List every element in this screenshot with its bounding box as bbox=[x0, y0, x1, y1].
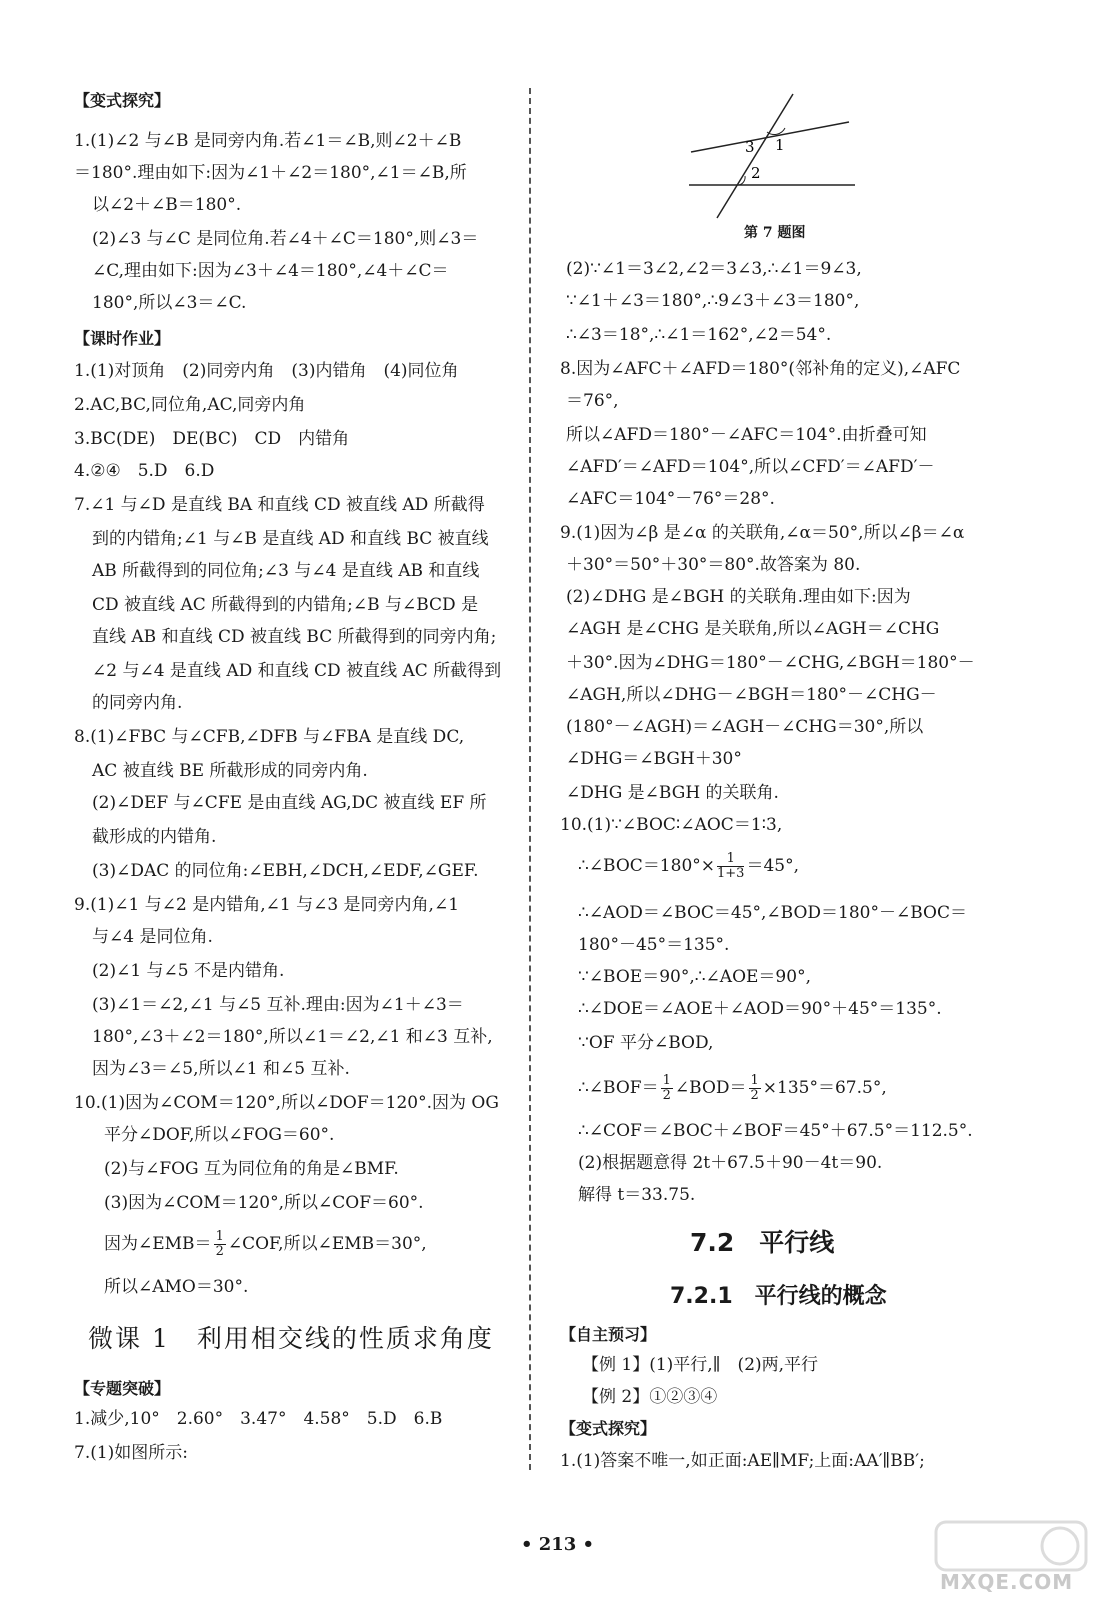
answer-line: 截形成的内错角. bbox=[92, 827, 217, 847]
answer-line: 【例 2】①②③④ bbox=[582, 1387, 718, 1407]
answer-line: ＝180°.理由如下:因为∠1＋∠2＝180°,∠1＝∠B,所 bbox=[74, 163, 467, 183]
page-number: • 213 • bbox=[520, 1534, 595, 1555]
answer-line: AC 被直线 BE 所截形成的同旁内角. bbox=[92, 761, 368, 781]
answer-line: (180°－∠AGH)＝∠AGH－∠CHG＝30°,所以 bbox=[566, 717, 924, 737]
answer-line: ∠AGH,所以∠DHG－∠BGH＝180°－∠CHG－ bbox=[566, 685, 937, 705]
answer-line: 直线 AB 和直线 CD 被直线 BC 所截得到的同旁内角; bbox=[92, 627, 497, 647]
answer-line: 以∠2＋∠B＝180°. bbox=[92, 195, 242, 215]
answer-line-with-fraction bbox=[104, 1230, 427, 1259]
answer-line: ＝76°, bbox=[566, 391, 619, 411]
answer-line: ∠2 与∠4 是直线 AD 和直线 CD 被直线 AC 所截得到 bbox=[92, 661, 502, 681]
answer-line: 1.(1)∠2 与∠B 是同旁内角.若∠1＝∠B,则∠2＋∠B bbox=[74, 131, 462, 151]
heading-topic-breakthrough: 【专题突破】 bbox=[74, 1379, 171, 1398]
angle-label-3: 3 bbox=[745, 138, 755, 156]
answer-line: 1.(1)对顶角 (2)同旁内角 (3)内错角 (4)同位角 bbox=[74, 361, 459, 381]
answer-line: 所以∠AMO＝30°. bbox=[104, 1277, 249, 1297]
answer-line: ∠AGH 是∠CHG 是关联角,所以∠AGH＝∠CHG bbox=[566, 619, 940, 639]
answer-line: (2)∠1 与∠5 不是内错角. bbox=[92, 961, 285, 981]
answer-line: 所以∠AFD＝180°－∠AFC＝104°.由折叠可知 bbox=[566, 425, 927, 445]
answer-line: (2)与∠FOG 互为同位角的角是∠BMF. bbox=[104, 1159, 399, 1179]
answer-line: (2)∠DHG 是∠BGH 的关联角.理由如下:因为 bbox=[566, 587, 911, 607]
text-segment: ＝45°, bbox=[746, 856, 799, 876]
text-segment: ∴∠BOF＝ bbox=[578, 1078, 659, 1098]
answer-line: 9.(1)∠1 与∠2 是内错角,∠1 与∠3 是同旁内角,∠1 bbox=[74, 895, 460, 915]
figure-7-caption: 第 7 题图 bbox=[744, 225, 806, 241]
answer-line: ∵∠BOE＝90°,∴∠AOE＝90°, bbox=[578, 967, 811, 987]
answer-line: (2)根据题意得 2t＋67.5＋90－4t＝90. bbox=[578, 1153, 883, 1173]
fraction-denominator: 1+3 bbox=[717, 866, 745, 881]
fraction-numerator: 1 bbox=[215, 1229, 224, 1244]
answer-line: 与∠4 是同位角. bbox=[92, 927, 213, 947]
fraction-half bbox=[214, 1230, 226, 1259]
answer-line: 7.∠1 与∠D 是直线 BA 和直线 CD 被直线 AD 所截得 bbox=[74, 495, 485, 515]
section-title-7-2: 7.2 平行线 bbox=[690, 1228, 835, 1257]
answer-line: ∠DHG 是∠BGH 的关联角. bbox=[566, 783, 779, 803]
fraction-numerator: 1 bbox=[717, 852, 744, 867]
answer-line: 1.减少,10° 2.60° 3.47° 4.58° 5.D 6.B bbox=[74, 1409, 443, 1429]
answer-line: 10.(1)∵∠BOC∶∠AOC＝1∶3, bbox=[560, 815, 783, 835]
answer-line: ∠C,理由如下:因为∠3＋∠4＝180°,∠4＋∠C＝ bbox=[92, 261, 449, 281]
text-segment: ∴∠BOC＝180°× bbox=[578, 856, 716, 876]
section-title-7-2-1: 7.2.1 平行线的概念 bbox=[670, 1284, 887, 1309]
angle-label-1: 1 bbox=[775, 136, 785, 154]
text-segment: ∠COF,所以∠EMB＝30°, bbox=[227, 1234, 427, 1254]
angle-label-2: 2 bbox=[751, 164, 761, 182]
answer-line: 解得 t＝33.75. bbox=[578, 1185, 696, 1205]
answer-line: 8.(1)∠FBC 与∠CFB,∠DFB 与∠FBA 是直线 DC, bbox=[74, 727, 465, 747]
heading-variant-explore: 【变式探究】 bbox=[560, 1419, 657, 1438]
text-segment: ∠BOD＝ bbox=[674, 1078, 747, 1098]
line-upper bbox=[691, 122, 849, 152]
answer-line: (2)∠3 与∠C 是同位角.若∠4＋∠C＝180°,则∠3＝ bbox=[92, 229, 479, 249]
answer-line: ∴∠AOD＝∠BOC＝45°,∠BOD＝180°－∠BOC＝ bbox=[578, 903, 967, 923]
answer-line: ＋30°＝50°＋30°＝80°.故答案为 80. bbox=[566, 555, 861, 575]
answer-line: 【例 1】(1)平行,∥ (2)两,平行 bbox=[582, 1355, 819, 1375]
answer-line: ∠AFC＝104°－76°＝28°. bbox=[566, 489, 775, 509]
answer-line: 3.BC(DE) DE(BC) CD 内错角 bbox=[74, 429, 350, 449]
answer-line: 到的内错角;∠1 与∠B 是直线 AD 和直线 BC 被直线 bbox=[92, 529, 489, 549]
answer-line-with-fractions bbox=[578, 1074, 887, 1103]
answer-line: (3)∠DAC 的同位角:∠EBH,∠DCH,∠EDF,∠GEF. bbox=[92, 861, 479, 881]
answer-line: 1.(1)答案不唯一,如正面:AE∥MF;上面:AA′∥BB′; bbox=[560, 1451, 925, 1471]
fraction-denominator: 2 bbox=[662, 1088, 671, 1103]
answer-line: ∴∠3＝18°,∴∠1＝162°,∠2＝54°. bbox=[566, 325, 832, 345]
answer-line: (2)∠DEF 与∠CFE 是由直线 AG,DC 被直线 EF 所 bbox=[92, 793, 487, 813]
transversal-line bbox=[717, 94, 793, 218]
answer-line: 180°－45°＝135°. bbox=[578, 935, 730, 955]
answer-line: ∴∠COF＝∠BOC＋∠BOF＝45°＋67.5°＝112.5°. bbox=[578, 1121, 973, 1141]
fraction-numerator: 1 bbox=[662, 1073, 671, 1088]
section-title-microlesson: 微课 1 利用相交线的性质求角度 bbox=[88, 1324, 494, 1353]
answer-line: 180°,∠3＋∠2＝180°,所以∠1＝∠2,∠1 和∠3 互补, bbox=[92, 1027, 493, 1047]
answer-line: ∠DHG＝∠BGH＋30° bbox=[566, 749, 742, 769]
answer-line: ∵OF 平分∠BOD, bbox=[578, 1033, 714, 1053]
answer-line: 9.(1)因为∠β 是∠α 的关联角,∠α＝50°,所以∠β＝∠α bbox=[560, 523, 965, 543]
answer-line: (2)∵∠1＝3∠2,∠2＝3∠3,∴∠1＝9∠3, bbox=[566, 259, 862, 279]
text-segment: ×135°＝67.5°, bbox=[762, 1078, 887, 1098]
answer-line: 平分∠DOF,所以∠FOG＝60°. bbox=[104, 1125, 335, 1145]
fraction-half bbox=[749, 1074, 761, 1103]
answer-line-with-fraction bbox=[578, 852, 799, 881]
fraction-denominator: 2 bbox=[750, 1088, 759, 1103]
answer-line: ∠AFD′＝∠AFD＝104°,所以∠CFD′＝∠AFD′－ bbox=[566, 457, 935, 477]
answer-line: CD 被直线 AC 所截得到的内错角;∠B 与∠BCD 是 bbox=[92, 595, 479, 615]
answer-line: 180°,所以∠3＝∠C. bbox=[92, 293, 247, 313]
fraction-half bbox=[661, 1074, 673, 1103]
answer-line: 2.AC,BC,同位角,AC,同旁内角 bbox=[74, 395, 306, 415]
answer-line: 因为∠3＝∠5,所以∠1 和∠5 互补. bbox=[92, 1059, 350, 1079]
heading-variant-explore: 【变式探究】 bbox=[74, 91, 171, 110]
answer-line: ＋30°.因为∠DHG＝180°－∠CHG,∠BGH＝180°－ bbox=[566, 653, 975, 673]
heading-self-preview: 【自主预习】 bbox=[560, 1325, 657, 1344]
answer-line: 8.因为∠AFC＋∠AFD＝180°(邻补角的定义),∠AFC bbox=[560, 359, 961, 379]
fraction-one-over-four bbox=[717, 852, 744, 881]
watermark-text: MXQE.COM bbox=[940, 1570, 1074, 1594]
answer-line: (3)∠1＝∠2,∠1 与∠5 互补.理由:因为∠1＋∠3＝ bbox=[92, 995, 464, 1015]
fraction-denominator: 2 bbox=[215, 1244, 224, 1259]
answer-line: ∵∠1＋∠3＝180°,∴9∠3＋∠3＝180°, bbox=[566, 291, 860, 311]
column-divider bbox=[529, 88, 531, 1470]
figure-7-diagram bbox=[689, 92, 859, 220]
answer-line: ∴∠DOE＝∠AOE＋∠AOD＝90°＋45°＝135°. bbox=[578, 999, 942, 1019]
answer-line: 4.②④ 5.D 6.D bbox=[74, 461, 215, 481]
answer-line: AB 所截得到的同位角;∠3 与∠4 是直线 AB 和直线 bbox=[92, 561, 480, 581]
fraction-numerator: 1 bbox=[750, 1073, 759, 1088]
answer-line: 7.(1)如图所示: bbox=[74, 1443, 189, 1463]
answer-line: 10.(1)因为∠COM＝120°,所以∠DOF＝120°.因为 OG bbox=[74, 1093, 499, 1113]
answer-line: 的同旁内角. bbox=[92, 693, 183, 713]
heading-homework: 【课时作业】 bbox=[74, 329, 171, 348]
answer-line: (3)因为∠COM＝120°,所以∠COF＝60°. bbox=[104, 1193, 424, 1213]
text-segment: 因为∠EMB＝ bbox=[104, 1234, 212, 1254]
